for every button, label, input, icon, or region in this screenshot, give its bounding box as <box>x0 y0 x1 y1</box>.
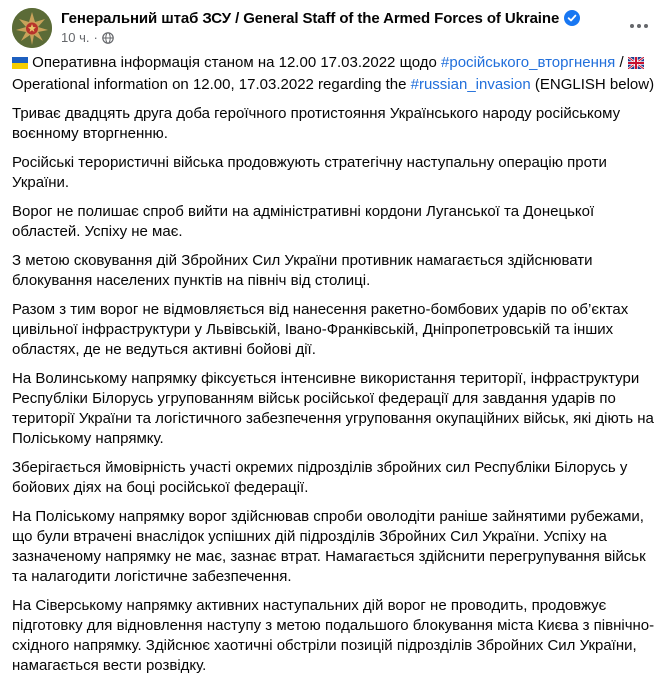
post-author-name[interactable]: Генеральний штаб ЗСУ / General Staff of the Armed Forces of Ukraine <box>61 10 560 27</box>
post-paragraph: На Волинському напрямку фіксується інтенсивне використання території, інфраструктури Республіки Білорусь угрупованням військ російської федерації для завдання ударів по території України та логістичного забезпечення угруповання окупаційних військ, які діють на Поліському напрямку. <box>12 370 654 447</box>
more-options-icon <box>629 23 649 29</box>
post-author[interactable] <box>61 10 580 30</box>
post-paragraph: Ворог не полишає спроб вийти на адміністративні кордони Луганської та Донецької областей. Успіху не має. <box>12 203 595 240</box>
intro-en-suffix: (ENGLISH below) <box>530 76 655 93</box>
globe-icon[interactable] <box>102 32 114 47</box>
post-paragraph: На Сіверському напрямку активних наступальних дій ворог не проводить, продовжує підготовку для відновлення наступу з метою подальшого блокування міста Києва з північно-східного напрямку. Здійснює хаотичні обстріли позицій підрозділів Збройних Сил України, намагається вести розвідку. <box>12 597 655 674</box>
intro-ua-text: Оперативна інформація станом на 12.00 17.03.2022 щодо <box>28 54 442 71</box>
post-paragraph: З метою сковування дій Збройних Сил України противник намагається здійснювати блокування населених пунктів на північ від столиці. <box>12 252 593 289</box>
post-intro <box>12 53 660 95</box>
post-header <box>12 8 657 48</box>
post-body <box>12 53 660 685</box>
post-paragraph: На Поліському напрямку ворог здійснював спроби оволодіти раніше зайнятими рубежами, що були втрачені внаслідок успішних дій підрозділів Збройних Сил України. Успіху на зазначеному напрямку не має, зазнає втрат. Намагається здійснити перегрупування військ та налагодити логістичне забезпечення. <box>12 508 646 585</box>
more-options-button[interactable] <box>621 8 657 44</box>
post-paragraph: Разом з тим ворог не відмовляється від нанесення ракетно-бомбових ударів по об’єктах цивільної інфраструктури у Львівській, Івано-Франківській, Дніпропетровській та інших областях, де не ведуться активні бойові дії. <box>12 301 629 358</box>
uk-flag-icon <box>628 55 644 75</box>
hashtag-russian-invasion-ua[interactable]: #російського_вторгнення <box>441 54 616 71</box>
post-paragraph: Російські терористичні війська продовжують стратегічну наступальну операцію проти України. <box>12 154 607 191</box>
verified-badge-icon <box>564 10 580 30</box>
post-paragraph: Триває двадцять друга доба героїчного протистояння Українського народу російському воєнному вторгненню. <box>12 105 621 142</box>
post-paragraph: Зберігається ймовірність участі окремих підрозділів збройних сил Республіки Білорусь у бойових діях на боці російської федерації. <box>12 459 628 496</box>
post-time[interactable]: 10 ч. <box>61 30 90 45</box>
post-meta <box>61 30 114 47</box>
hashtag-russian-invasion-en[interactable]: #russian_invasion <box>410 76 531 93</box>
general-staff-emblem-icon <box>12 8 52 48</box>
meta-separator: · <box>93 30 98 45</box>
avatar[interactable] <box>12 8 52 48</box>
intro-separator: / <box>615 54 628 71</box>
intro-en-text: Operational information on 12.00, 17.03.2022 regarding the <box>12 76 411 93</box>
ukraine-flag-icon <box>12 55 28 75</box>
